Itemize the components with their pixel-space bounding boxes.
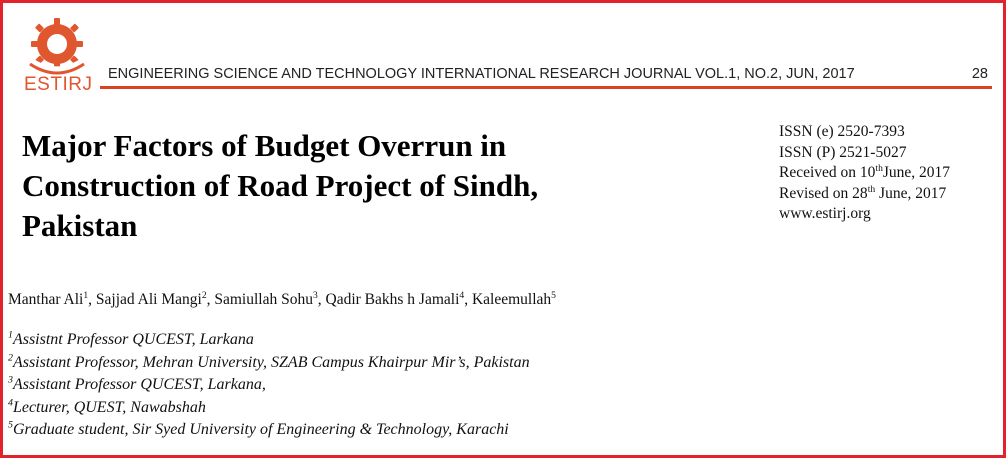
author: Samiullah Sohu$^3$	[214, 289, 318, 308]
page-number: 28	[971, 66, 988, 82]
logo-text: ESTIRJ	[24, 74, 93, 95]
affiliation: $^4$Lecturer, QUEST, Nawabshah	[8, 397, 206, 416]
title-line-2: Construction of Road Project of Sindh,	[22, 168, 539, 203]
affiliation: $^2$Assistant Professor, Mehran University, SZAB Campus Khairpur Mir’s, Pakistan	[8, 352, 530, 371]
publication-meta	[779, 122, 950, 225]
affiliation: $^1$Assistnt Professor QUCEST, Larkana	[8, 329, 254, 348]
issn-electronic: ISSN (e) 2520-7393	[779, 123, 905, 140]
affiliation: $^5$Graduate student, Sir Syed University of Engineering & Technology, Karachi	[8, 419, 509, 438]
title-line-1: Major Factors of Budget Overrun in	[22, 128, 507, 163]
received-date: Received on 10thJune, 2017	[779, 162, 951, 181]
author: Qadir Bakhs h Jamali$^4$	[325, 289, 465, 308]
gear-logo-icon	[20, 18, 94, 78]
revised-date: Revised on 28th June, 2017	[779, 183, 947, 202]
author: Kaleemullah$^5$	[471, 289, 556, 308]
journal-name: ENGINEERING SCIENCE AND TECHNOLOGY INTERNATIONAL RESEARCH JOURNAL VOL.1, NO.2, JUN, 2017	[108, 66, 855, 82]
affiliation-list	[8, 329, 530, 442]
journal-website[interactable]: www.estirj.org	[779, 205, 871, 222]
journal-logo	[20, 18, 94, 98]
author: Manthar Ali$^1$	[8, 289, 89, 308]
issn-print: ISSN (P) 2521-5027	[779, 143, 907, 161]
affiliation: $^3$Assistant Professor QUCEST, Larkana,	[8, 374, 266, 393]
author: Sajjad Ali Mangi$^2$	[95, 289, 207, 308]
header-rule	[100, 86, 992, 89]
author-list: Manthar Ali$^1$, Sajjad Ali Mangi$^2$, Samiullah Sohu$^3$, Qadir Bakhs h Jamali$^4$, Kaleemullah$^5$	[8, 289, 556, 308]
title-line-3: Pakistan	[22, 208, 138, 243]
paper-title	[22, 126, 662, 246]
journal-header	[108, 66, 988, 82]
